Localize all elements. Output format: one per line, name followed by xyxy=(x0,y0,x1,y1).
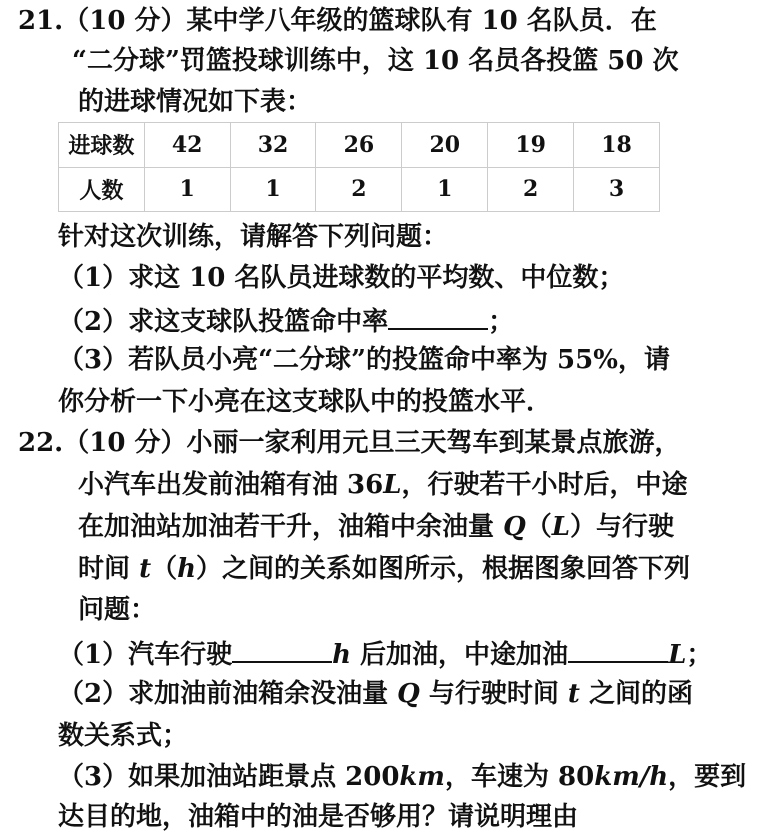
q21-part-2-text: （2）求这支球队投篮命中率 xyxy=(58,307,389,337)
table-cell: 1 xyxy=(144,167,230,212)
unit: L xyxy=(551,512,571,542)
table-cell: 2 xyxy=(316,167,402,212)
table-cell: 42 xyxy=(144,123,230,168)
q21-part-2-end: ； xyxy=(488,307,515,337)
goals-table xyxy=(58,122,660,212)
table-row-people xyxy=(59,167,660,212)
text: （ xyxy=(525,512,552,542)
table-row-goals xyxy=(59,123,660,168)
text: ）与行驶 xyxy=(570,512,675,542)
text: ，要到 xyxy=(668,762,747,792)
answer-blank[interactable] xyxy=(232,635,332,663)
q21-line-1: 21.（10 分）某中学八年级的篮球队有 10 名队员．在 xyxy=(18,6,657,36)
text: （ xyxy=(151,554,178,584)
q22-part-1 xyxy=(58,635,712,672)
table-cell: 1 xyxy=(230,167,316,212)
text: 之间的函 xyxy=(579,679,693,709)
row-header: 进球数 xyxy=(59,123,145,168)
text: 在加油站加油若干升，油箱中余油量 xyxy=(78,512,504,542)
q21-line-3: 的进球情况如下表： xyxy=(78,87,313,117)
unit: L xyxy=(668,640,687,670)
q22-line-2 xyxy=(78,468,688,502)
text: 时间 xyxy=(78,554,140,584)
unit: h xyxy=(332,640,351,670)
var-q: Q xyxy=(503,512,526,542)
q21-line-2: “二分球”罚篮投球训练中，这 10 名员各投篮 50 次 xyxy=(72,46,679,76)
table-cell: 20 xyxy=(402,123,488,168)
q22-line-4 xyxy=(78,552,690,586)
text: ，行驶若干小时后，中途 xyxy=(401,470,688,500)
table-cell: 1 xyxy=(402,167,488,212)
unit: km xyxy=(399,762,445,792)
table-cell: 18 xyxy=(574,123,660,168)
text: ）之间的关系如图所示，根据图象回答下列 xyxy=(196,554,691,584)
answer-blank[interactable] xyxy=(388,302,488,330)
table-cell: 26 xyxy=(316,123,402,168)
var-q: Q xyxy=(397,679,420,709)
table-cell: 32 xyxy=(230,123,316,168)
q22-part-3b: 达目的地，油箱中的油是否够用？请说明理由 xyxy=(58,802,579,832)
var-t: t xyxy=(567,679,580,709)
unit: h xyxy=(177,554,196,584)
q22-line-1: 22.（10 分）小丽一家利用元旦三天驾车到某景点旅游， xyxy=(18,428,681,458)
q22-part-3 xyxy=(58,760,746,794)
q21-part-1: （1）求这 10 名队员进球数的平均数、中位数； xyxy=(58,263,625,293)
text: 后加油，中途加油 xyxy=(351,640,569,670)
table-cell: 19 xyxy=(488,123,574,168)
table-cell: 2 xyxy=(488,167,574,212)
q22-part-2b: 数关系式； xyxy=(58,721,189,751)
table-cell: 3 xyxy=(574,167,660,212)
q21-line-4: 针对这次训练，请解答下列问题： xyxy=(58,222,449,252)
row-header: 人数 xyxy=(59,167,145,212)
text: 小汽车出发前油箱有油 36 xyxy=(78,470,384,500)
q22-line-3 xyxy=(78,510,674,544)
text: ； xyxy=(686,640,713,670)
q22-part-2 xyxy=(58,677,693,711)
text: （1）汽车行驶 xyxy=(58,640,233,670)
unit: km/h xyxy=(594,762,669,792)
unit: L xyxy=(383,470,402,500)
q22-line-5: 问题： xyxy=(78,595,157,625)
q21-part-3b: 你分析一下小亮在这支球队中的投篮水平． xyxy=(58,387,553,417)
text: 与行驶时间 xyxy=(419,679,568,709)
text: ，车速为 80 xyxy=(444,762,595,792)
answer-blank[interactable] xyxy=(568,635,668,663)
text: （2）求加油前油箱余没油量 xyxy=(58,679,398,709)
text: （3）如果加油站距景点 200 xyxy=(58,762,400,792)
var-t: t xyxy=(139,554,152,584)
q21-part-2 xyxy=(58,302,514,339)
q21-part-3a: （3）若队员小亮“二分球”的投篮命中率为 55%，请 xyxy=(58,345,670,375)
